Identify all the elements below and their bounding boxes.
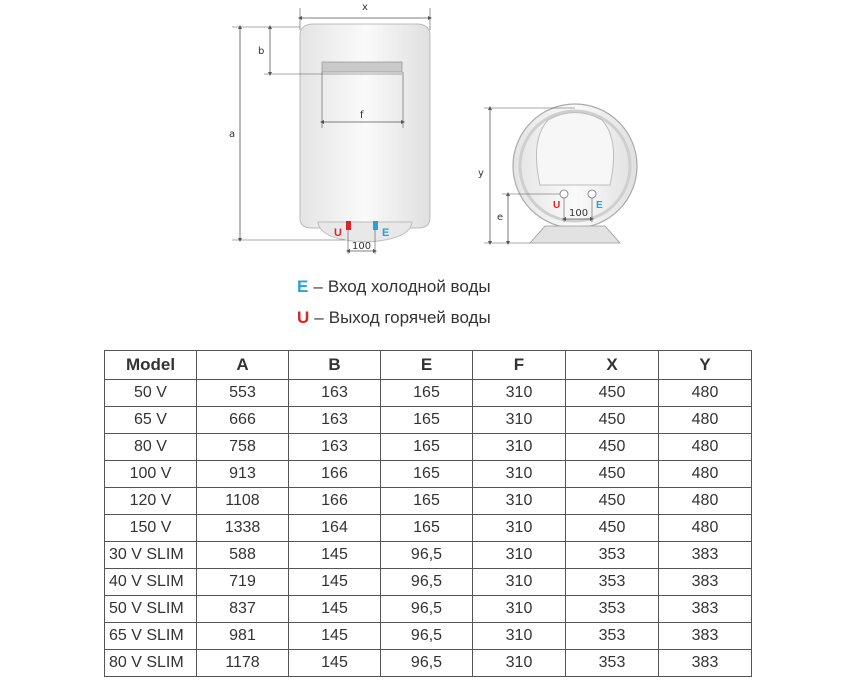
- value-cell-y: 480: [659, 434, 752, 461]
- value-cell-y: 383: [659, 650, 752, 677]
- column-header-x: X: [566, 351, 659, 380]
- side-view: [478, 104, 637, 243]
- value-cell-y: 383: [659, 596, 752, 623]
- value-cell-b: 164: [289, 515, 381, 542]
- model-cell: 80 V: [105, 434, 197, 461]
- side-hot-marker: U: [553, 200, 561, 211]
- value-cell-a: 1108: [197, 488, 289, 515]
- value-cell-b: 145: [289, 650, 381, 677]
- legend-cold-text: Вход холодной воды: [327, 277, 491, 296]
- value-cell-x: 450: [566, 434, 659, 461]
- dim-e-label: e: [497, 212, 504, 223]
- value-cell-y: 480: [659, 488, 752, 515]
- value-cell-b: 166: [289, 488, 381, 515]
- table-row: [105, 461, 752, 488]
- value-cell-f: 310: [473, 623, 566, 650]
- front-pipe-gap-label: 100: [352, 241, 372, 252]
- value-cell-f: 310: [473, 650, 566, 677]
- column-header-y: Y: [659, 351, 752, 380]
- side-tank-inner-panel: [536, 113, 613, 186]
- value-cell-f: 310: [473, 488, 566, 515]
- side-hot-port: [560, 190, 568, 198]
- front-cold-marker: E: [382, 227, 390, 239]
- table-row: [105, 380, 752, 407]
- side-pipe-gap-label: 100: [569, 208, 589, 219]
- value-cell-f: 310: [473, 542, 566, 569]
- value-cell-a: 837: [197, 596, 289, 623]
- dim-y-label: y: [478, 168, 484, 179]
- value-cell-e: 96,5: [381, 596, 473, 623]
- value-cell-b: 163: [289, 434, 381, 461]
- legend-hot-text: Выход горячей воды: [328, 308, 491, 327]
- water-heater-dimension-drawing: [0, 0, 850, 260]
- value-cell-a: 666: [197, 407, 289, 434]
- model-cell: 80 V SLIM: [105, 650, 197, 677]
- legend-hot-water: [297, 308, 491, 328]
- value-cell-f: 310: [473, 407, 566, 434]
- value-cell-b: 145: [289, 542, 381, 569]
- table-header-row: [105, 351, 752, 380]
- table-row: [105, 434, 752, 461]
- value-cell-x: 450: [566, 488, 659, 515]
- value-cell-f: 310: [473, 434, 566, 461]
- model-cell: 40 V SLIM: [105, 569, 197, 596]
- legend-hot-separator: –: [314, 308, 324, 327]
- table-row: [105, 542, 752, 569]
- front-tank-body: [300, 24, 430, 228]
- front-hot-marker: U: [334, 227, 342, 239]
- value-cell-y: 480: [659, 407, 752, 434]
- value-cell-b: 145: [289, 596, 381, 623]
- value-cell-f: 310: [473, 596, 566, 623]
- column-header-b: B: [289, 351, 381, 380]
- dim-f-label: f: [360, 110, 364, 121]
- value-cell-x: 353: [566, 623, 659, 650]
- value-cell-b: 166: [289, 461, 381, 488]
- legend-hot-key: U: [297, 308, 310, 327]
- value-cell-b: 145: [289, 569, 381, 596]
- model-cell: 65 V: [105, 407, 197, 434]
- value-cell-a: 588: [197, 542, 289, 569]
- value-cell-x: 353: [566, 650, 659, 677]
- value-cell-a: 913: [197, 461, 289, 488]
- value-cell-y: 480: [659, 515, 752, 542]
- value-cell-a: 553: [197, 380, 289, 407]
- value-cell-a: 981: [197, 623, 289, 650]
- model-cell: 50 V: [105, 380, 197, 407]
- value-cell-e: 165: [381, 407, 473, 434]
- value-cell-y: 383: [659, 542, 752, 569]
- value-cell-a: 719: [197, 569, 289, 596]
- value-cell-e: 165: [381, 380, 473, 407]
- front-mount-bracket: [322, 62, 402, 72]
- value-cell-f: 310: [473, 461, 566, 488]
- value-cell-a: 1178: [197, 650, 289, 677]
- value-cell-x: 450: [566, 461, 659, 488]
- value-cell-a: 1338: [197, 515, 289, 542]
- table-row: [105, 515, 752, 542]
- model-cell: 30 V SLIM: [105, 542, 197, 569]
- side-cold-marker: E: [596, 200, 603, 211]
- side-cold-port: [588, 190, 596, 198]
- value-cell-f: 310: [473, 569, 566, 596]
- table-row: [105, 488, 752, 515]
- table-row: [105, 407, 752, 434]
- column-header-e: E: [381, 351, 473, 380]
- dimensions-table: [104, 350, 752, 677]
- value-cell-b: 145: [289, 623, 381, 650]
- value-cell-x: 450: [566, 515, 659, 542]
- table-row: [105, 623, 752, 650]
- table-row: [105, 650, 752, 677]
- front-cold-pipe: [373, 221, 378, 230]
- dim-a-label: a: [229, 129, 236, 140]
- value-cell-y: 480: [659, 380, 752, 407]
- column-header-f: F: [473, 351, 566, 380]
- value-cell-y: 383: [659, 623, 752, 650]
- value-cell-e: 96,5: [381, 650, 473, 677]
- table-row: [105, 596, 752, 623]
- column-header-a: A: [197, 351, 289, 380]
- legend-cold-separator: –: [313, 277, 323, 296]
- value-cell-b: 163: [289, 380, 381, 407]
- model-cell: 100 V: [105, 461, 197, 488]
- value-cell-e: 96,5: [381, 569, 473, 596]
- value-cell-e: 96,5: [381, 623, 473, 650]
- value-cell-f: 310: [473, 380, 566, 407]
- front-view: [229, 2, 430, 254]
- value-cell-e: 165: [381, 515, 473, 542]
- side-stand: [530, 226, 620, 243]
- value-cell-x: 353: [566, 542, 659, 569]
- value-cell-e: 165: [381, 461, 473, 488]
- table-row: [105, 569, 752, 596]
- dim-x-label: x: [362, 2, 368, 13]
- legend-cold-key: E: [297, 277, 309, 296]
- model-cell: 65 V SLIM: [105, 623, 197, 650]
- table-body: [105, 380, 752, 677]
- value-cell-f: 310: [473, 515, 566, 542]
- value-cell-b: 163: [289, 407, 381, 434]
- model-cell: 50 V SLIM: [105, 596, 197, 623]
- value-cell-e: 165: [381, 434, 473, 461]
- model-cell: 150 V: [105, 515, 197, 542]
- legend-cold-water: [297, 277, 491, 297]
- value-cell-y: 480: [659, 461, 752, 488]
- value-cell-e: 165: [381, 488, 473, 515]
- column-header-model: Model: [105, 351, 197, 380]
- model-cell: 120 V: [105, 488, 197, 515]
- value-cell-x: 450: [566, 407, 659, 434]
- value-cell-a: 758: [197, 434, 289, 461]
- front-hot-pipe: [346, 221, 351, 230]
- value-cell-x: 353: [566, 596, 659, 623]
- value-cell-x: 450: [566, 380, 659, 407]
- value-cell-e: 96,5: [381, 542, 473, 569]
- value-cell-x: 353: [566, 569, 659, 596]
- value-cell-y: 383: [659, 569, 752, 596]
- front-tank-bottom-cap: [318, 222, 412, 242]
- dim-b-label: b: [258, 46, 265, 57]
